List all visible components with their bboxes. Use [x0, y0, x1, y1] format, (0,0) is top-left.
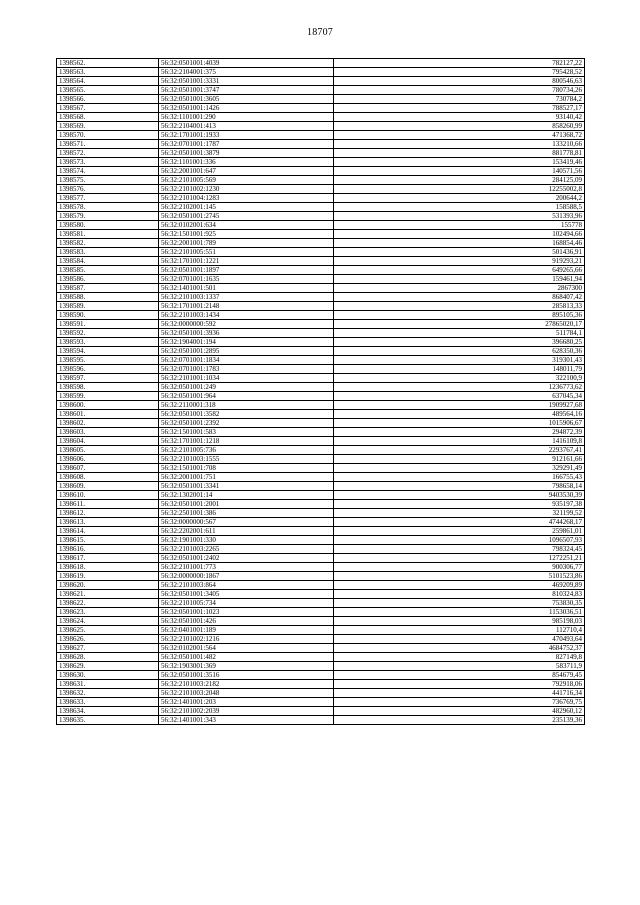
cadastral-value-cell: 329291,49 [334, 464, 585, 473]
table-row [57, 419, 585, 428]
table-row [57, 527, 585, 536]
row-number-cell: 1398631. [57, 680, 159, 689]
cadastral-value-cell: 900306,77 [334, 563, 585, 572]
row-number-cell: 1398626. [57, 635, 159, 644]
cadastral-value-cell: 1096507,93 [334, 536, 585, 545]
table-row [57, 437, 585, 446]
row-number-cell: 1398578. [57, 203, 159, 212]
cadastral-number-cell: 56:32:0501001:1023 [159, 608, 334, 617]
row-number-cell: 1398612. [57, 509, 159, 518]
cadastral-number-cell: 56:32:0501001:3331 [159, 77, 334, 86]
cadastral-value-cell: 1416109,8 [334, 437, 585, 446]
row-number-cell: 1398597. [57, 374, 159, 383]
cadastral-number-cell: 56:32:2501001:386 [159, 509, 334, 518]
cadastral-value-cell: 919293,21 [334, 257, 585, 266]
table-row [57, 518, 585, 527]
table-row [57, 338, 585, 347]
row-number-cell: 1398634. [57, 707, 159, 716]
cadastral-value-cell: 153419,46 [334, 158, 585, 167]
cadastral-number-cell: 56:32:0501001:2402 [159, 554, 334, 563]
table-row [57, 248, 585, 257]
table-row [57, 653, 585, 662]
table-row [57, 356, 585, 365]
row-number-cell: 1398567. [57, 104, 159, 113]
table-row [57, 77, 585, 86]
cadastral-number-cell: 56:32:2101001:1034 [159, 374, 334, 383]
cadastral-value-cell: 753830,35 [334, 599, 585, 608]
cadastral-number-cell: 56:32:1904001:194 [159, 338, 334, 347]
cadastral-number-cell: 56:32:0701001:1834 [159, 356, 334, 365]
row-number-cell: 1398581. [57, 230, 159, 239]
row-number-cell: 1398630. [57, 671, 159, 680]
table-row [57, 149, 585, 158]
cadastral-number-cell: 56:32:2101005:734 [159, 599, 334, 608]
cadastral-value-cell: 5101523,86 [334, 572, 585, 581]
table-row [57, 122, 585, 131]
row-number-cell: 1398565. [57, 86, 159, 95]
table-row [57, 716, 585, 725]
row-number-cell: 1398628. [57, 653, 159, 662]
table-row [57, 464, 585, 473]
row-number-cell: 1398591. [57, 320, 159, 329]
cadastral-number-cell: 56:32:2101003:1434 [159, 311, 334, 320]
table-row [57, 536, 585, 545]
cadastral-value-cell: 730784,2 [334, 95, 585, 104]
table-row [57, 689, 585, 698]
table-row [57, 482, 585, 491]
table-row [57, 59, 585, 68]
row-number-cell: 1398587. [57, 284, 159, 293]
cadastral-number-cell: 56:32:0501001:3341 [159, 482, 334, 491]
cadastral-number-cell: 56:32:0501001:482 [159, 653, 334, 662]
row-number-cell: 1398586. [57, 275, 159, 284]
cadastral-value-cell: 102494,66 [334, 230, 585, 239]
cadastral-value-cell: 985198,03 [334, 617, 585, 626]
table-row [57, 347, 585, 356]
cadastral-value-cell: 200644,2 [334, 194, 585, 203]
cadastral-value-cell: 159461,94 [334, 275, 585, 284]
row-number-cell: 1398573. [57, 158, 159, 167]
cadastral-value-cell: 800546,63 [334, 77, 585, 86]
row-number-cell: 1398564. [57, 77, 159, 86]
table-row [57, 257, 585, 266]
row-number-cell: 1398610. [57, 491, 159, 500]
cadastral-number-cell: 56:32:0501001:4039 [159, 59, 334, 68]
row-number-cell: 1398607. [57, 464, 159, 473]
row-number-cell: 1398572. [57, 149, 159, 158]
cadastral-value-cell: 155778 [334, 221, 585, 230]
cadastral-value-cell: 112710,4 [334, 626, 585, 635]
cadastral-number-cell: 56:32:0501001:3582 [159, 410, 334, 419]
cadastral-number-cell: 56:32:1501001:583 [159, 428, 334, 437]
cadastral-value-cell: 469209,89 [334, 581, 585, 590]
cadastral-value-cell: 319301,43 [334, 356, 585, 365]
table-row [57, 410, 585, 419]
table-row [57, 239, 585, 248]
row-number-cell: 1398608. [57, 473, 159, 482]
cadastral-number-cell: 56:32:2101002:1230 [159, 185, 334, 194]
cadastral-value-cell: 1236773,62 [334, 383, 585, 392]
cadastral-value-cell: 798324,45 [334, 545, 585, 554]
table-row [57, 626, 585, 635]
cadastral-value-cell: 489564,16 [334, 410, 585, 419]
row-number-cell: 1398629. [57, 662, 159, 671]
table-row [57, 365, 585, 374]
row-number-cell: 1398570. [57, 131, 159, 140]
cadastral-value-cell: 235139,36 [334, 716, 585, 725]
table-row [57, 599, 585, 608]
cadastral-value-cell: 133210,66 [334, 140, 585, 149]
cadastral-value-cell: 895105,36 [334, 311, 585, 320]
cadastral-number-cell: 56:32:2101005:736 [159, 446, 334, 455]
cadastral-number-cell: 56:32:2101004:1283 [159, 194, 334, 203]
table-row [57, 707, 585, 716]
cadastral-value-cell: 158588,5 [334, 203, 585, 212]
cadastral-value-cell: 736769,75 [334, 698, 585, 707]
cadastral-number-cell: 56:32:1501001:708 [159, 464, 334, 473]
row-number-cell: 1398606. [57, 455, 159, 464]
cadastral-number-cell: 56:32:0501001:964 [159, 392, 334, 401]
cadastral-value-cell: 881778,81 [334, 149, 585, 158]
cadastral-value-cell: 396680,25 [334, 338, 585, 347]
row-number-cell: 1398599. [57, 392, 159, 401]
cadastral-number-cell: 56:32:2104001:413 [159, 122, 334, 131]
table-row [57, 644, 585, 653]
table-row [57, 374, 585, 383]
cadastral-value-cell: 27865020,17 [334, 320, 585, 329]
row-number-cell: 1398574. [57, 167, 159, 176]
table-row [57, 500, 585, 509]
table-row [57, 608, 585, 617]
row-number-cell: 1398624. [57, 617, 159, 626]
cadastral-number-cell: 56:32:0501001:3936 [159, 329, 334, 338]
row-number-cell: 1398580. [57, 221, 159, 230]
row-number-cell: 1398579. [57, 212, 159, 221]
table-row [57, 212, 585, 221]
cadastral-number-cell: 56:32:0701001:1787 [159, 140, 334, 149]
cadastral-value-cell: 788527,17 [334, 104, 585, 113]
cadastral-value-cell: 2293767,41 [334, 446, 585, 455]
row-number-cell: 1398600. [57, 401, 159, 410]
row-number-cell: 1398582. [57, 239, 159, 248]
table-row [57, 167, 585, 176]
cadastral-value-cell: 868407,42 [334, 293, 585, 302]
cadastral-value-cell: 501436,91 [334, 248, 585, 257]
table-row [57, 635, 585, 644]
cadastral-number-cell: 56:32:1401001:203 [159, 698, 334, 707]
page-number: 18707 [307, 27, 333, 38]
table-row [57, 617, 585, 626]
table-row [57, 68, 585, 77]
table-row [57, 383, 585, 392]
row-number-cell: 1398617. [57, 554, 159, 563]
table-row [57, 104, 585, 113]
row-number-cell: 1398605. [57, 446, 159, 455]
cadastral-value-cell: 284125,09 [334, 176, 585, 185]
cadastral-value-cell: 441716,34 [334, 689, 585, 698]
table-row [57, 329, 585, 338]
cadastral-number-cell: 56:32:1401001:343 [159, 716, 334, 725]
cadastral-number-cell: 56:32:1701001:2148 [159, 302, 334, 311]
table-row [57, 86, 585, 95]
row-number-cell: 1398618. [57, 563, 159, 572]
cadastral-number-cell: 56:32:0401001:189 [159, 626, 334, 635]
cadastral-number-cell: 56:32:2101002:1216 [159, 635, 334, 644]
row-number-cell: 1398595. [57, 356, 159, 365]
cadastral-value-cell: 782127,22 [334, 59, 585, 68]
cadastral-number-cell: 56:32:0501001:249 [159, 383, 334, 392]
cadastral-value-cell: 4684752,37 [334, 644, 585, 653]
cadastral-value-cell: 912161,66 [334, 455, 585, 464]
table-row [57, 302, 585, 311]
table-row [57, 491, 585, 500]
row-number-cell: 1398588. [57, 293, 159, 302]
cadastral-number-cell: 56:32:0501001:3879 [159, 149, 334, 158]
cadastral-value-cell: 637045,34 [334, 392, 585, 401]
cadastral-value-cell: 511784,1 [334, 329, 585, 338]
table-row [57, 230, 585, 239]
row-number-cell: 1398613. [57, 518, 159, 527]
row-number-cell: 1398596. [57, 365, 159, 374]
row-number-cell: 1398566. [57, 95, 159, 104]
cadastral-value-cell: 12255002,8 [334, 185, 585, 194]
row-number-cell: 1398562. [57, 59, 159, 68]
cadastral-number-cell: 56:32:0000000:567 [159, 518, 334, 527]
row-number-cell: 1398625. [57, 626, 159, 635]
row-number-cell: 1398619. [57, 572, 159, 581]
table-row [57, 671, 585, 680]
table-row [57, 194, 585, 203]
cadastral-value-cell: 583711,9 [334, 662, 585, 671]
cadastral-value-cell: 795428,52 [334, 68, 585, 77]
cadastral-number-cell: 56:32:1302001:14 [159, 491, 334, 500]
cadastral-value-cell: 140571,56 [334, 167, 585, 176]
table-row [57, 545, 585, 554]
table-row [57, 698, 585, 707]
cadastral-number-cell: 56:32:1401001:501 [159, 284, 334, 293]
registry-table-body [57, 59, 585, 725]
row-number-cell: 1398632. [57, 689, 159, 698]
cadastral-number-cell: 56:32:2101003:2048 [159, 689, 334, 698]
cadastral-number-cell: 56:32:0000000:1867 [159, 572, 334, 581]
cadastral-number-cell: 56:32:0501001:3405 [159, 590, 334, 599]
table-row [57, 662, 585, 671]
row-number-cell: 1398592. [57, 329, 159, 338]
cadastral-number-cell: 56:32:1101001:290 [159, 113, 334, 122]
cadastral-number-cell: 56:32:0501001:1897 [159, 266, 334, 275]
row-number-cell: 1398603. [57, 428, 159, 437]
row-number-cell: 1398611. [57, 500, 159, 509]
row-number-cell: 1398589. [57, 302, 159, 311]
cadastral-value-cell: 854679,45 [334, 671, 585, 680]
table-row [57, 176, 585, 185]
registry-table [56, 58, 585, 725]
table-row [57, 446, 585, 455]
cadastral-number-cell: 56:32:0501001:2001 [159, 500, 334, 509]
cadastral-number-cell: 56:32:0501001:3605 [159, 95, 334, 104]
row-number-cell: 1398633. [57, 698, 159, 707]
cadastral-number-cell: 56:32:2001001:751 [159, 473, 334, 482]
cadastral-number-cell: 56:32:1501001:925 [159, 230, 334, 239]
row-number-cell: 1398614. [57, 527, 159, 536]
cadastral-value-cell: 259861,01 [334, 527, 585, 536]
table-row [57, 95, 585, 104]
cadastral-number-cell: 56:32:0501001:2895 [159, 347, 334, 356]
cadastral-number-cell: 56:32:0102001:564 [159, 644, 334, 653]
cadastral-number-cell: 56:32:2101005:551 [159, 248, 334, 257]
cadastral-number-cell: 56:32:0501001:2392 [159, 419, 334, 428]
table-row [57, 392, 585, 401]
table-row [57, 113, 585, 122]
row-number-cell: 1398604. [57, 437, 159, 446]
row-number-cell: 1398577. [57, 194, 159, 203]
cadastral-number-cell: 56:32:0501001:3516 [159, 671, 334, 680]
cadastral-value-cell: 168854,46 [334, 239, 585, 248]
table-row [57, 428, 585, 437]
cadastral-number-cell: 56:32:0701001:1783 [159, 365, 334, 374]
table-row [57, 590, 585, 599]
cadastral-value-cell: 798658,14 [334, 482, 585, 491]
cadastral-value-cell: 628350,36 [334, 347, 585, 356]
table-row [57, 455, 585, 464]
cadastral-value-cell: 2867300 [334, 284, 585, 293]
table-row [57, 275, 585, 284]
row-number-cell: 1398571. [57, 140, 159, 149]
table-row [57, 581, 585, 590]
row-number-cell: 1398622. [57, 599, 159, 608]
table-row [57, 401, 585, 410]
table-row [57, 284, 585, 293]
cadastral-number-cell: 56:32:0000000:592 [159, 320, 334, 329]
cadastral-number-cell: 56:32:1903001:369 [159, 662, 334, 671]
cadastral-value-cell: 1909927,68 [334, 401, 585, 410]
cadastral-value-cell: 935197,38 [334, 500, 585, 509]
cadastral-number-cell: 56:32:2110001:318 [159, 401, 334, 410]
table-row [57, 572, 585, 581]
row-number-cell: 1398583. [57, 248, 159, 257]
cadastral-value-cell: 780734,26 [334, 86, 585, 95]
cadastral-number-cell: 56:32:0701001:1635 [159, 275, 334, 284]
cadastral-value-cell: 649265,66 [334, 266, 585, 275]
cadastral-number-cell: 56:32:2101003:2182 [159, 680, 334, 689]
row-number-cell: 1398575. [57, 176, 159, 185]
row-number-cell: 1398563. [57, 68, 159, 77]
table-row [57, 311, 585, 320]
row-number-cell: 1398584. [57, 257, 159, 266]
row-number-cell: 1398621. [57, 590, 159, 599]
cadastral-value-cell: 810324,83 [334, 590, 585, 599]
cadastral-number-cell: 56:32:2102001:145 [159, 203, 334, 212]
cadastral-value-cell: 1272251,21 [334, 554, 585, 563]
row-number-cell: 1398576. [57, 185, 159, 194]
row-number-cell: 1398602. [57, 419, 159, 428]
cadastral-value-cell: 9403530,39 [334, 491, 585, 500]
cadastral-number-cell: 56:32:1701001:1221 [159, 257, 334, 266]
row-number-cell: 1398616. [57, 545, 159, 554]
cadastral-value-cell: 827149,8 [334, 653, 585, 662]
cadastral-value-cell: 4744268,17 [334, 518, 585, 527]
cadastral-number-cell: 56:32:2101003:2265 [159, 545, 334, 554]
cadastral-number-cell: 56:32:0501001:426 [159, 617, 334, 626]
table-row [57, 293, 585, 302]
cadastral-number-cell: 56:32:2101002:2039 [159, 707, 334, 716]
table-row [57, 563, 585, 572]
row-number-cell: 1398615. [57, 536, 159, 545]
cadastral-number-cell: 56:32:0501001:2745 [159, 212, 334, 221]
cadastral-value-cell: 93140,42 [334, 113, 585, 122]
cadastral-value-cell: 166755,43 [334, 473, 585, 482]
row-number-cell: 1398601. [57, 410, 159, 419]
table-row [57, 320, 585, 329]
cadastral-value-cell: 858260,99 [334, 122, 585, 131]
row-number-cell: 1398585. [57, 266, 159, 275]
row-number-cell: 1398623. [57, 608, 159, 617]
table-row [57, 185, 585, 194]
row-number-cell: 1398590. [57, 311, 159, 320]
cadastral-number-cell: 56:32:0102001:634 [159, 221, 334, 230]
cadastral-number-cell: 56:32:2202001:611 [159, 527, 334, 536]
cadastral-number-cell: 56:32:2001001:647 [159, 167, 334, 176]
table-row [57, 203, 585, 212]
cadastral-number-cell: 56:32:2104001:375 [159, 68, 334, 77]
cadastral-value-cell: 531393,96 [334, 212, 585, 221]
cadastral-number-cell: 56:32:1701001:1933 [159, 131, 334, 140]
cadastral-value-cell: 148011,79 [334, 365, 585, 374]
row-number-cell: 1398609. [57, 482, 159, 491]
table-row [57, 140, 585, 149]
row-number-cell: 1398627. [57, 644, 159, 653]
cadastral-number-cell: 56:32:1101001:336 [159, 158, 334, 167]
table-row [57, 473, 585, 482]
row-number-cell: 1398635. [57, 716, 159, 725]
table-row [57, 509, 585, 518]
cadastral-number-cell: 56:32:0501001:1426 [159, 104, 334, 113]
table-row [57, 131, 585, 140]
cadastral-number-cell: 56:32:1701001:1218 [159, 437, 334, 446]
cadastral-value-cell: 471368,72 [334, 131, 585, 140]
row-number-cell: 1398593. [57, 338, 159, 347]
table-row [57, 266, 585, 275]
table-row [57, 680, 585, 689]
cadastral-value-cell: 285813,33 [334, 302, 585, 311]
row-number-cell: 1398569. [57, 122, 159, 131]
row-number-cell: 1398594. [57, 347, 159, 356]
cadastral-value-cell: 792918,06 [334, 680, 585, 689]
cadastral-value-cell: 1153036,51 [334, 608, 585, 617]
cadastral-number-cell: 56:32:2101003:1555 [159, 455, 334, 464]
cadastral-number-cell: 56:32:2101005:569 [159, 176, 334, 185]
cadastral-value-cell: 321199,52 [334, 509, 585, 518]
cadastral-value-cell: 1015906,67 [334, 419, 585, 428]
cadastral-number-cell: 56:32:2101003:1337 [159, 293, 334, 302]
cadastral-value-cell: 294872,39 [334, 428, 585, 437]
table-row [57, 221, 585, 230]
cadastral-number-cell: 56:32:0501001:3747 [159, 86, 334, 95]
cadastral-number-cell: 56:32:2101001:773 [159, 563, 334, 572]
cadastral-value-cell: 482960,12 [334, 707, 585, 716]
cadastral-number-cell: 56:32:1901001:330 [159, 536, 334, 545]
row-number-cell: 1398620. [57, 581, 159, 590]
table-row [57, 554, 585, 563]
row-number-cell: 1398598. [57, 383, 159, 392]
cadastral-value-cell: 470493,64 [334, 635, 585, 644]
row-number-cell: 1398568. [57, 113, 159, 122]
table-row [57, 158, 585, 167]
cadastral-number-cell: 56:32:2001001:789 [159, 239, 334, 248]
cadastral-value-cell: 322100,9 [334, 374, 585, 383]
cadastral-number-cell: 56:32:2101003:864 [159, 581, 334, 590]
